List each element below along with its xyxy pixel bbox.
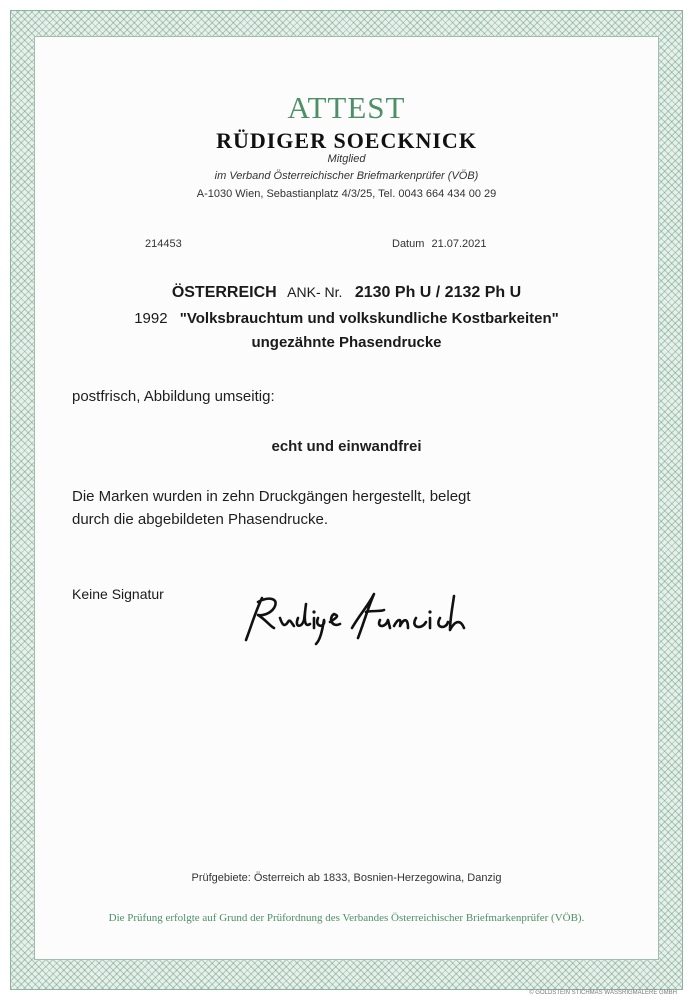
issue-title: "Volksbrauchtum und volkskundliche Kostbarkeiten": [179, 310, 559, 327]
examination-areas: Prüfgebiete: Österreich ab 1833, Bosnien-Herzegowina, Danzig: [191, 872, 502, 884]
condition-text: postfrisch, Abbildung umseitig:: [72, 388, 275, 405]
regulation-note: Die Prüfung erfolgte auf Grund der Prüfordnung des Verbandes Österreichischer Briefmarkenprüfer (VÖB).: [108, 912, 585, 924]
issue-line: [0, 310, 693, 327]
examiner-name: RÜDIGER SOECKNICK: [216, 128, 477, 153]
date-label: Datum: [392, 238, 425, 250]
issue-year: 1992: [134, 310, 168, 327]
issue-variant: ungezähnte Phasendrucke: [251, 334, 442, 351]
catalog-line: [0, 284, 693, 302]
association-line: im Verband Österreichischer Briefmarkenprüfer (VÖB): [214, 170, 479, 182]
printer-imprint: © GOLDSTEIN STICHMAS WÄSSRIGMALERE GMBH: [529, 990, 677, 996]
note-line-2: durch die abgebildeten Phasendrucke.: [72, 511, 329, 528]
verdict-text: echt und einwandfrei: [271, 438, 422, 455]
date-line: [392, 238, 487, 250]
country: ÖSTERREICH: [171, 284, 277, 301]
handwritten-signature: [240, 588, 470, 648]
address-line: A-1030 Wien, Sebastianplatz 4/3/25, Tel. 0043 664 434 00 29: [196, 188, 497, 200]
date-value: 21.07.2021: [431, 238, 487, 250]
certificate-number: 214453: [145, 238, 182, 250]
note-line-1: Die Marken wurden in zehn Druckgängen hergestellt, belegt: [72, 488, 471, 505]
catalog-label: ANK- Nr.: [287, 284, 343, 300]
member-label: Mitglied: [327, 153, 366, 165]
signature-note: Keine Signatur: [72, 586, 164, 602]
catalog-numbers: 2130 Ph U / 2132 Ph U: [354, 284, 522, 301]
document-title: ATTEST: [287, 90, 406, 125]
